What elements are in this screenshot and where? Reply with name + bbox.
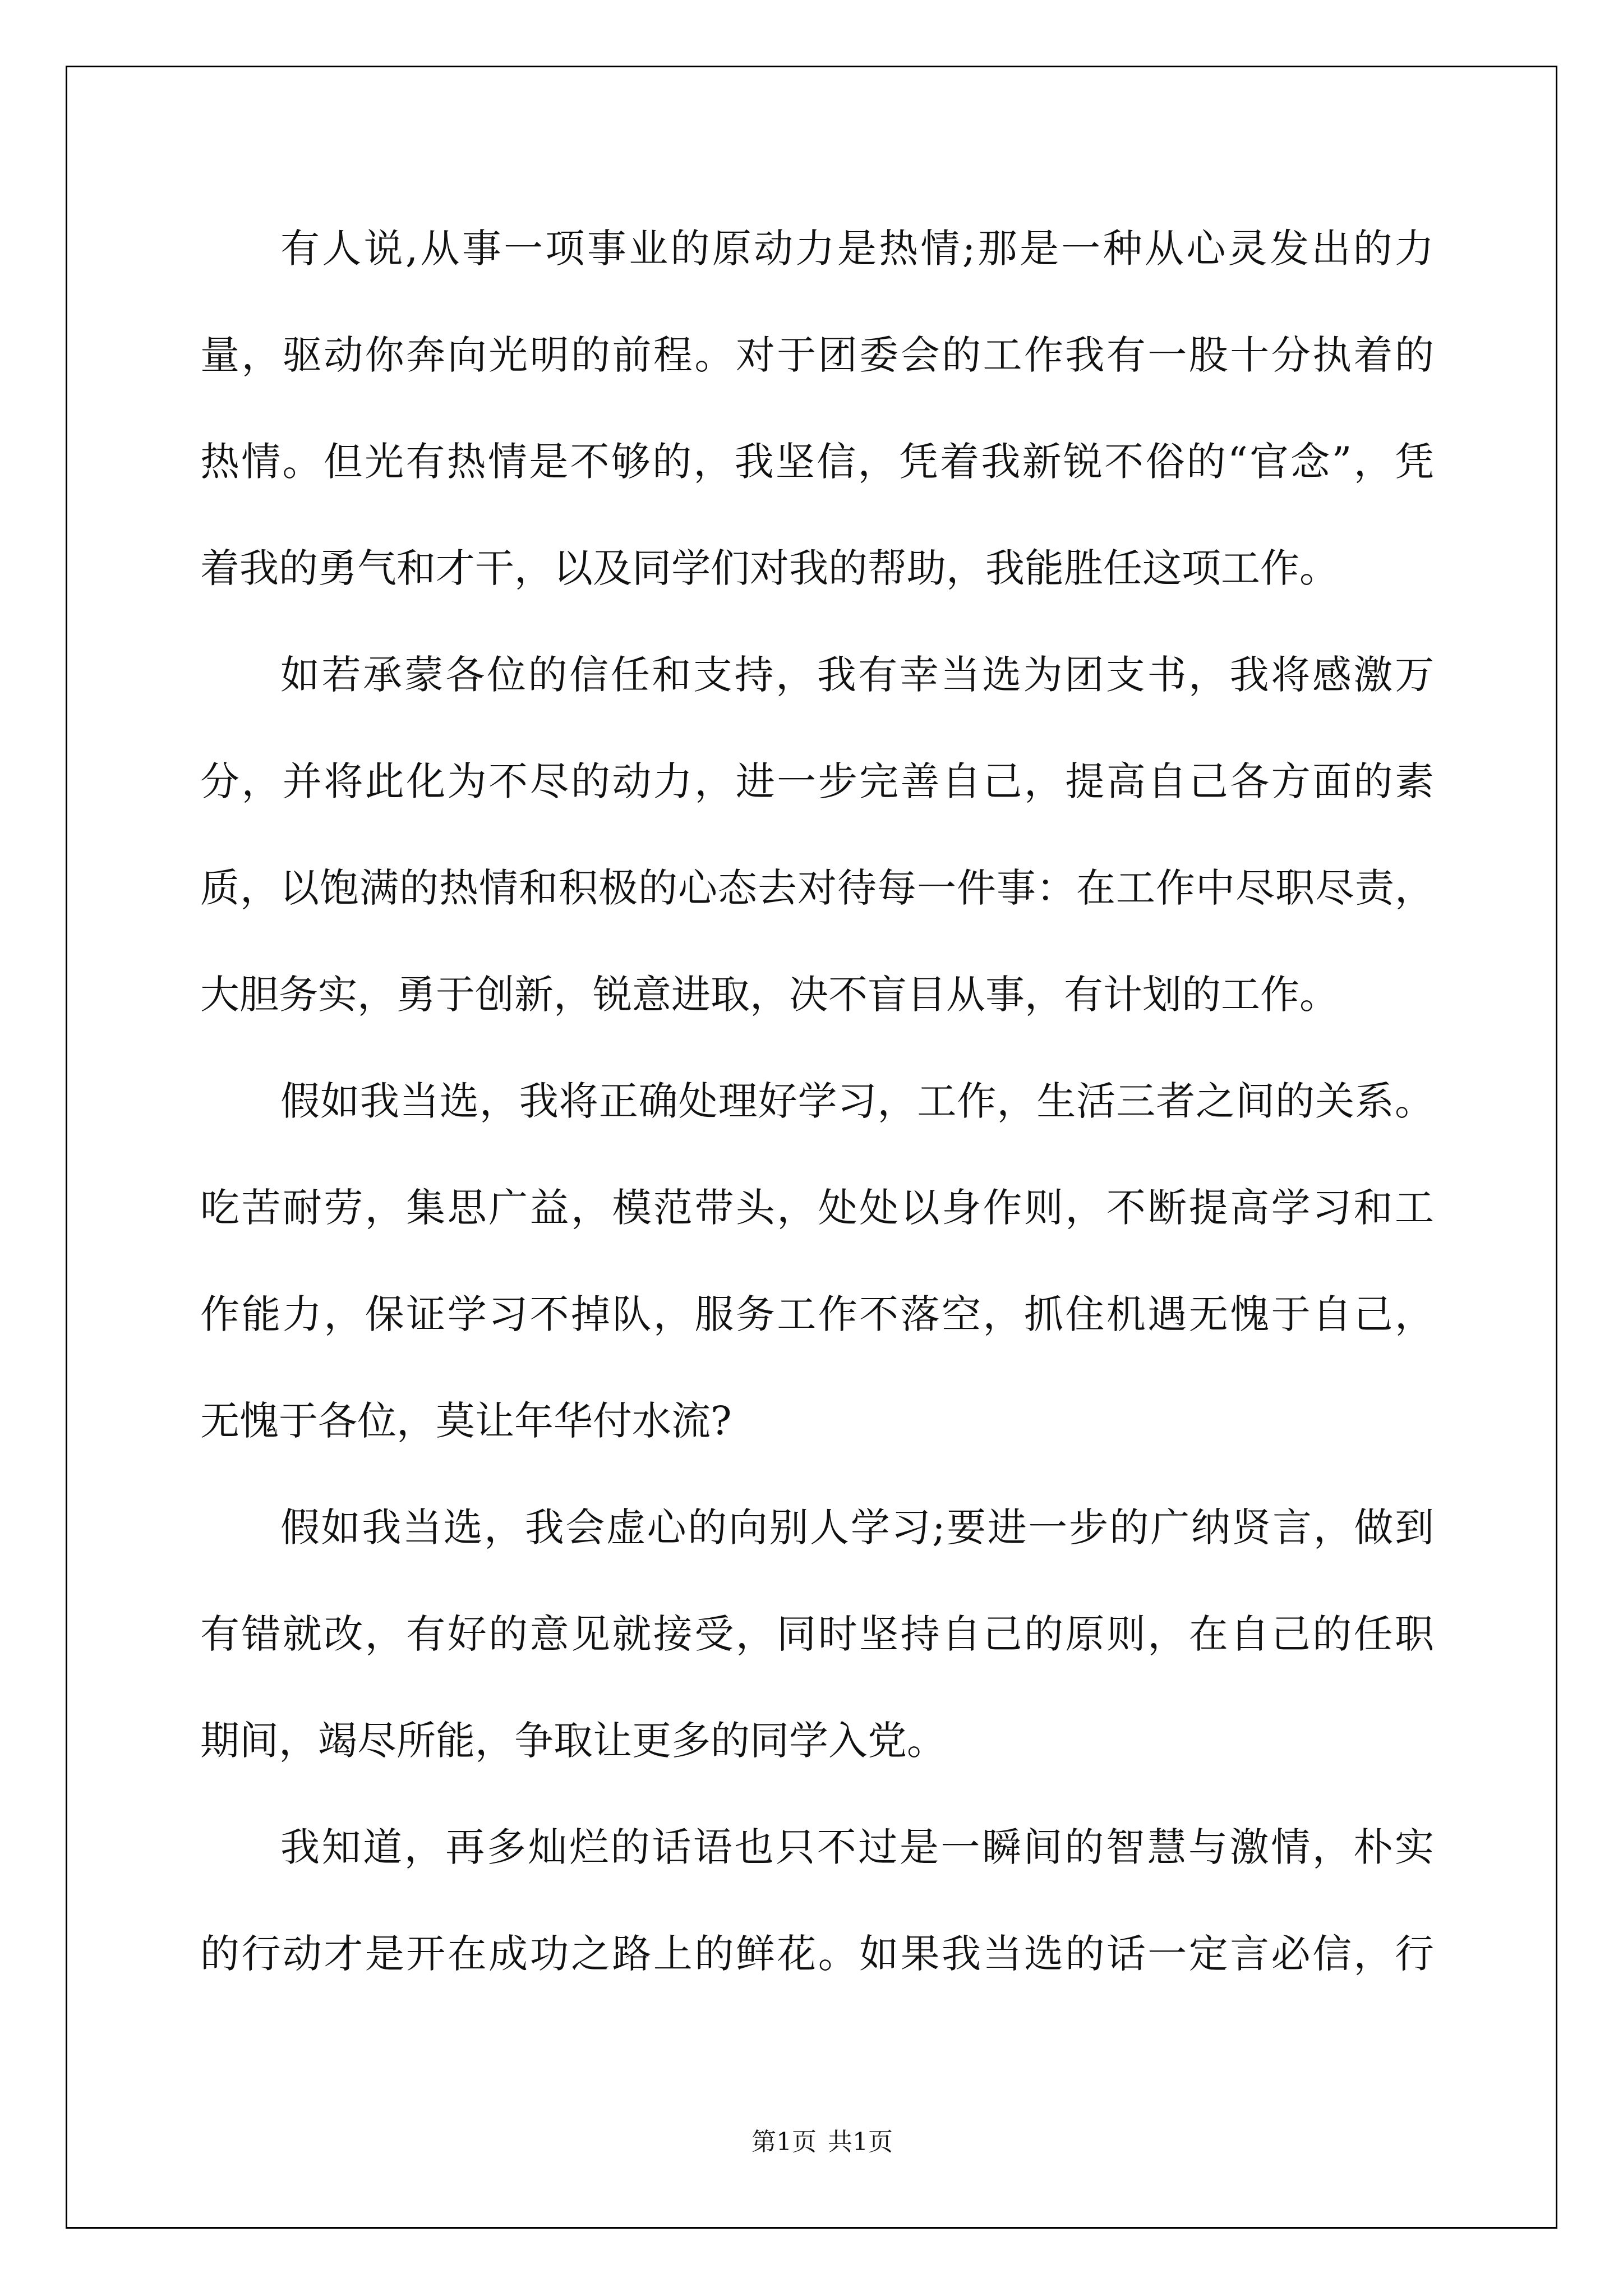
paragraph [200,622,1434,1048]
text-line: 量，驱动你奔向光明的前程。对于团委会的工作我有一股十分执着的 [200,332,1434,378]
text-line: 热情。但光有热情是不够的，我坚信，凭着我新锐不俗的“官念”，凭 [200,439,1434,485]
text-line: 假如我当选，我会虚心的向别人学习;要进一步的广纳贤言，做到 [280,1504,1434,1550]
text-line: 大胆务实，勇于创新，锐意进取，决不盲目从事，有计划的工作。 [200,972,1339,1018]
text-line: 质，以饱满的热情和积极的心态去对待每一件事：在工作中尽职尽责， [200,865,1434,911]
text-line: 吃苦耐劳，集思广益，模范带头，处处以身作则，不断提高学习和工 [200,1185,1434,1231]
text-line: 有人说,从事一项事业的原动力是热情;那是一种从心灵发出的力 [280,226,1434,272]
paragraph [200,195,1434,622]
text-line: 分，并将此化为不尽的动力，进一步完善自己，提高自己各方面的素 [200,758,1434,804]
text-line: 无愧于各位，莫让年华付水流? [200,1398,732,1444]
text-line: 的行动才是开在成功之路上的鲜花。如果我当选的话一定言必信，行 [200,1931,1434,1977]
text-line: 期间，竭尽所能，争取让更多的同学入党。 [200,1718,946,1764]
text-line: 作能力，保证学习不掉队，服务工作不落空，抓住机遇无愧于自己， [200,1291,1434,1337]
page-count-total: 共1页 [828,2128,893,2156]
text-line: 我知道，再多灿烂的话语也只不过是一瞬间的智慧与激情，朴实 [280,1824,1434,1870]
page-number-current: 第1页 [751,2128,817,2156]
paragraph [200,1474,1434,1794]
document-body [200,195,1434,2007]
page-footer [751,2126,893,2159]
text-line: 假如我当选，我将正确处理好学习，工作，生活三者之间的关系。 [280,1078,1434,1124]
text-line: 如若承蒙各位的信任和支持，我有幸当选为团支书，我将感激万 [280,652,1434,698]
paragraph [200,1794,1434,2007]
text-line: 着我的勇气和才干，以及同学们对我的帮助，我能胜任这项工作。 [200,545,1339,591]
paragraph [200,1048,1434,1474]
text-line: 有错就改，有好的意见就接受，同时坚持自己的原则，在自己的任职 [200,1611,1434,1657]
